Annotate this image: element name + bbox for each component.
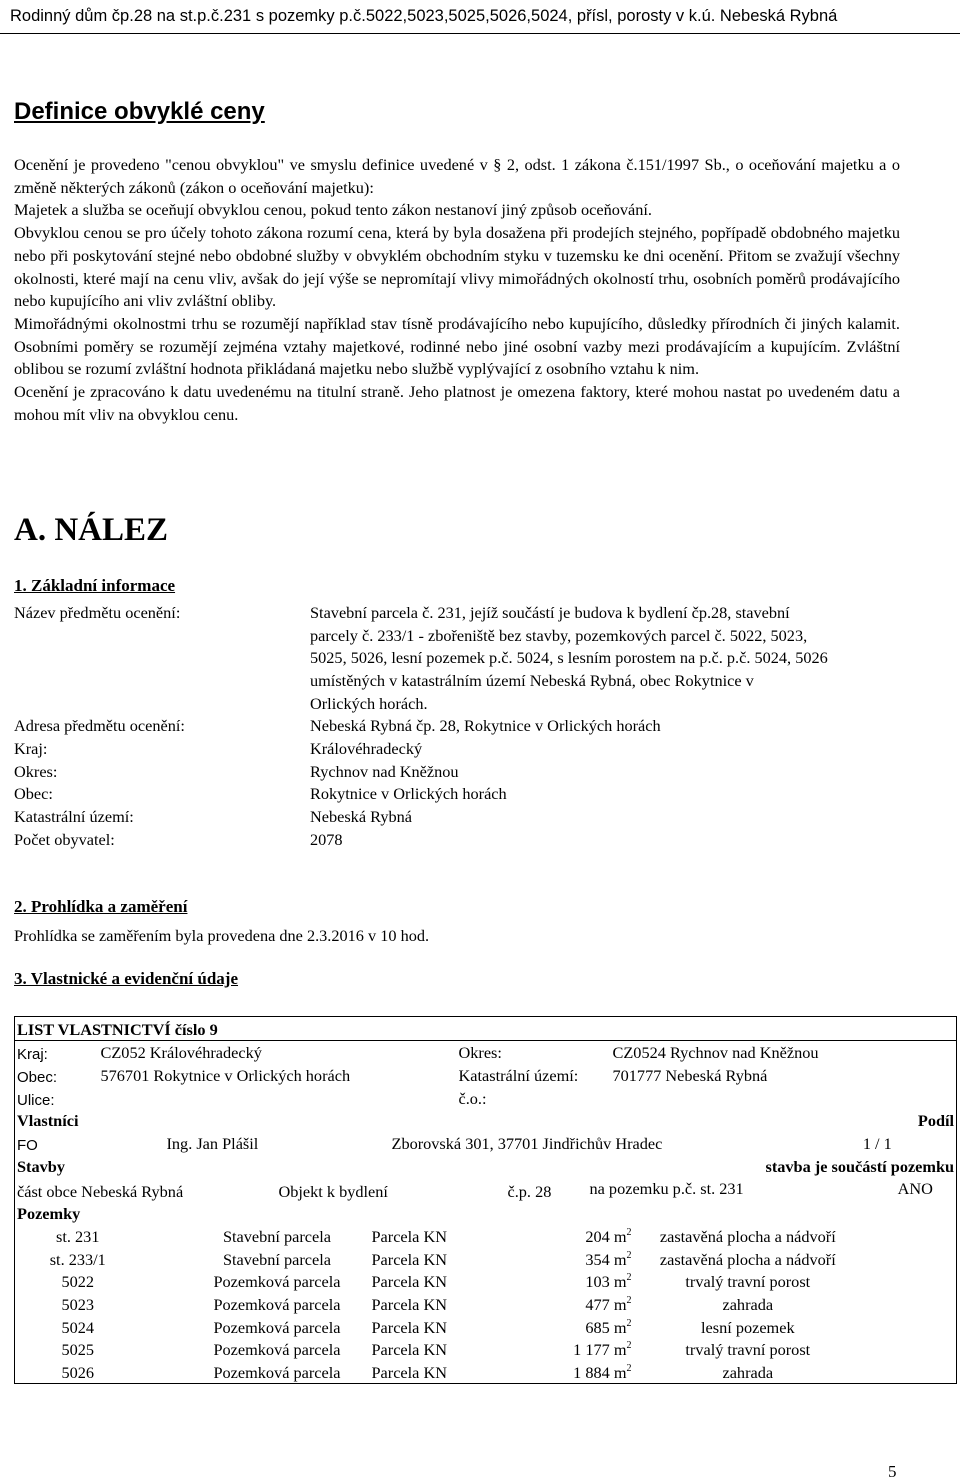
parcel-number: 5024 bbox=[61, 1317, 95, 1337]
parcel-number: 5022 bbox=[61, 1272, 95, 1292]
kraj-label: Kraj: bbox=[17, 1046, 48, 1064]
table-row bbox=[15, 1063, 957, 1086]
parcel-use: lesní pozemek bbox=[701, 1317, 795, 1337]
cadastre-label: Katastrální území: bbox=[14, 807, 134, 826]
parcel-kind: Pozemková parcela bbox=[213, 1294, 341, 1314]
parcel-area-value: 1 177 m bbox=[573, 1340, 627, 1360]
parcel-kind: Stavební parcela bbox=[222, 1226, 332, 1246]
parcel-number: st. 231 bbox=[56, 1226, 100, 1246]
district-value: Rychnov nad Kněžnou bbox=[310, 762, 459, 781]
obec-value: 576701 Rokytnice v Orlických horách bbox=[100, 1066, 351, 1086]
table-row bbox=[15, 1270, 957, 1293]
building-yes: ANO bbox=[897, 1178, 933, 1198]
building-type: Objekt k bydlení bbox=[278, 1181, 388, 1201]
parcel-use: zahrada bbox=[722, 1363, 774, 1382]
table-row bbox=[15, 1202, 957, 1225]
parcel-kind: Pozemková parcela bbox=[213, 1340, 341, 1360]
building-part: část obce Nebeská Rybná bbox=[17, 1181, 184, 1201]
definition-paragraph-1: Ocenění je provedeno "cenou obvyklou" ve smyslu definice uvedené v § 2, odst. 1 zákona č.151/1997 Sb., o oceňování majetku a o změně některých zákonů (zákon o oceňování majetku): bbox=[14, 155, 900, 197]
finding-heading: A. NÁLEZ bbox=[14, 512, 169, 548]
table-row bbox=[15, 1131, 957, 1154]
kraj-value: CZ052 Královéhradecký bbox=[100, 1043, 262, 1063]
owner-name: Ing. Jan Plášil bbox=[166, 1134, 259, 1154]
table-row bbox=[15, 1292, 957, 1315]
okres-label: Okres: bbox=[458, 1043, 502, 1063]
parcel-area-value: 354 m bbox=[585, 1249, 627, 1269]
obec-label: Obec: bbox=[17, 1069, 58, 1087]
square-superscript: 2 bbox=[626, 1226, 632, 1238]
parcel-kind: Stavební parcela bbox=[222, 1249, 332, 1269]
parcel-area-value: 1 884 m bbox=[573, 1363, 627, 1382]
parcels-list bbox=[15, 1224, 957, 1383]
section-2-heading: 2. Prohlídka a zaměření bbox=[14, 897, 188, 916]
share-label: Podíl bbox=[917, 1111, 955, 1131]
parcel-use: zastavěná plocha a nádvoří bbox=[659, 1249, 836, 1269]
parcel-use: trvalý travní porost bbox=[685, 1272, 811, 1292]
municipality-label: Obec: bbox=[14, 784, 53, 803]
address-label: Adresa předmětu ocenění: bbox=[14, 716, 185, 735]
parcel-number: st. 233/1 bbox=[49, 1249, 106, 1269]
co-label: č.o.: bbox=[458, 1088, 487, 1108]
definition-paragraph-3: Obvyklou cenou se pro účely tohoto zákona rozumí cena, která by byla dosažena při prodejích stejného, popřípadě obdobného majetku nebo při poskytování stejné nebo obdobné služby v obvyklém obchodním styku v tuzemsku ke dni ocenění. Přitom se zvažují všechny okolnosti, které mají na cenu vliv, avšak do její výše se nepromítají vlivy mimořádných okolností trhu, osobních poměrů prodávajícího nebo kupujícího ani vliv zvláštní obliby. bbox=[14, 223, 900, 311]
definition-paragraph-2: Majetek a služba se oceňují obvyklou cenou, pokud tento zákon nestanoví jiný způsob oceňování. bbox=[14, 200, 652, 220]
parcel-register: Parcela KN bbox=[371, 1294, 447, 1314]
definition-text bbox=[14, 154, 900, 426]
parcel-register: Parcela KN bbox=[371, 1249, 447, 1269]
section-3-heading: 3. Vlastnické a evidenční údaje bbox=[14, 969, 239, 988]
building-cp: č.p. 28 bbox=[507, 1181, 552, 1201]
ku-value: 701777 Nebeská Rybná bbox=[612, 1066, 768, 1086]
lv-title: LIST VLASTNICTVÍ číslo 9 bbox=[15, 1017, 957, 1041]
parcel-register: Parcela KN bbox=[371, 1340, 447, 1360]
subject-value bbox=[310, 602, 828, 716]
parcel-kind: Pozemková parcela bbox=[213, 1317, 341, 1337]
parcel-register: Parcela KN bbox=[371, 1317, 447, 1337]
square-superscript: 2 bbox=[626, 1294, 632, 1306]
parcel-kind: Pozemková parcela bbox=[213, 1363, 341, 1382]
square-superscript: 2 bbox=[626, 1340, 632, 1352]
parcel-area-value: 477 m bbox=[585, 1294, 627, 1314]
parcel-register: Parcela KN bbox=[371, 1363, 447, 1382]
okres-value: CZ0524 Rychnov nad Kněžnou bbox=[612, 1043, 819, 1063]
table-row bbox=[15, 1360, 957, 1383]
page-header: Rodinný dům čp.28 na st.p.č.231 s pozemky p.č.5022,5023,5025,5026,5024, přísl, porosty v k.ú. Nebeská Rybná bbox=[0, 0, 960, 34]
region-label: Kraj: bbox=[14, 739, 48, 758]
square-superscript: 2 bbox=[626, 1249, 632, 1261]
municipality-value: Rokytnice v Orlických horách bbox=[310, 784, 507, 803]
parcel-number: 5025 bbox=[61, 1340, 95, 1360]
parcel-number: 5023 bbox=[61, 1294, 95, 1314]
subject-line: parcely č. 233/1 - zbořeniště bez stavby, pozemkových parcel č. 5022, 5023, bbox=[310, 625, 808, 645]
parcel-use: zastavěná plocha a nádvoří bbox=[659, 1226, 836, 1246]
ownership-table bbox=[14, 1016, 957, 1384]
owner-address: Zborovská 301, 37701 Jindřichův Hradec bbox=[391, 1134, 663, 1154]
population-value: 2078 bbox=[310, 830, 343, 849]
population-label: Počet obyvatel: bbox=[14, 830, 115, 849]
ku-label: Katastrální území: bbox=[458, 1066, 579, 1086]
parcels-label: Pozemky bbox=[17, 1204, 81, 1224]
parcel-area-value: 103 m bbox=[585, 1272, 627, 1292]
inspection-text: Prohlídka se zaměřením byla provedena dne 2.3.2016 v 10 hod. bbox=[14, 926, 430, 945]
district-label: Okres: bbox=[14, 762, 58, 781]
section-1-heading: 1. Základní informace bbox=[14, 576, 176, 595]
parcel-number: 5026 bbox=[61, 1363, 95, 1382]
subject-label: Název předmětu ocenění: bbox=[14, 603, 181, 622]
subject-line: Orlických horách. bbox=[310, 693, 428, 713]
page-number: 5 bbox=[888, 1462, 897, 1481]
table-row bbox=[15, 1109, 957, 1132]
table-row bbox=[15, 1224, 957, 1247]
owners-label: Vlastníci bbox=[17, 1111, 79, 1131]
table-row bbox=[15, 1315, 957, 1338]
address-value: Nebeská Rybná čp. 28, Rokytnice v Orlických horách bbox=[310, 716, 661, 735]
parcel-register: Parcela KN bbox=[371, 1226, 447, 1246]
ulice-label: Ulice: bbox=[17, 1091, 55, 1109]
subject-line: Stavební parcela č. 231, jejíž součástí je budova k bydlení čp.28, stavební bbox=[310, 603, 790, 622]
owner-share: 1 / 1 bbox=[862, 1134, 892, 1154]
table-row bbox=[15, 1247, 957, 1270]
parcel-area-value: 204 m bbox=[585, 1226, 627, 1246]
parcel-use: zahrada bbox=[722, 1294, 774, 1314]
table-row bbox=[15, 1154, 957, 1177]
definition-heading: Definice obvyklé ceny bbox=[14, 98, 265, 125]
table-row bbox=[15, 1040, 957, 1063]
square-superscript: 2 bbox=[626, 1317, 632, 1329]
definition-paragraph-4: Mimořádnými okolnostmi trhu se rozumějí například stav tísně prodávajícího nebo kupujícího, důsledky přírodních či jiných kalamit. Osobními poměry se rozumějí zejména vztahy majetkové, rodinné nebo jiné osobní vazby mezi prodávajícím a kupujícím. Zvláštní oblibou se rozumí zvláštní hodnota přikládaná majetku nebo službě vyplývající z osobního vztahu k nim. bbox=[14, 313, 900, 379]
table-row bbox=[15, 1338, 957, 1361]
parcel-area-value: 685 m bbox=[585, 1317, 627, 1337]
table-row bbox=[15, 1017, 957, 1041]
subject-line: umístěných v katastrálním území Nebeská Rybná, obec Rokytnice v bbox=[310, 671, 754, 691]
owner-type: FO bbox=[17, 1137, 38, 1155]
region-value: Královéhradecký bbox=[310, 739, 423, 758]
table-row bbox=[15, 1086, 957, 1109]
square-superscript: 2 bbox=[626, 1272, 632, 1284]
subject-line: 5025, 5026, lesní pozemek p.č. 5024, s lesním porostem na p.č. p.č. 5024, 5026 bbox=[310, 648, 828, 668]
square-superscript: 2 bbox=[626, 1363, 632, 1374]
building-on: na pozemku p.č. st. 231 bbox=[589, 1178, 744, 1198]
buildings-label: Stavby bbox=[17, 1156, 65, 1176]
parcel-register: Parcela KN bbox=[371, 1272, 447, 1292]
buildings-note: stavba je součástí pozemku bbox=[765, 1156, 955, 1176]
definition-paragraph-5: Ocenění je zpracováno k datu uvedenému na titulní straně. Jeho platnost je omezena faktory, které mohou nastat po uvedeném datu a mohou mít vliv na obvyklou cenu. bbox=[14, 382, 900, 424]
parcel-kind: Pozemková parcela bbox=[213, 1272, 341, 1292]
parcel-use: trvalý travní porost bbox=[685, 1340, 811, 1360]
table-row bbox=[15, 1177, 957, 1202]
cadastre-value: Nebeská Rybná bbox=[310, 807, 412, 826]
